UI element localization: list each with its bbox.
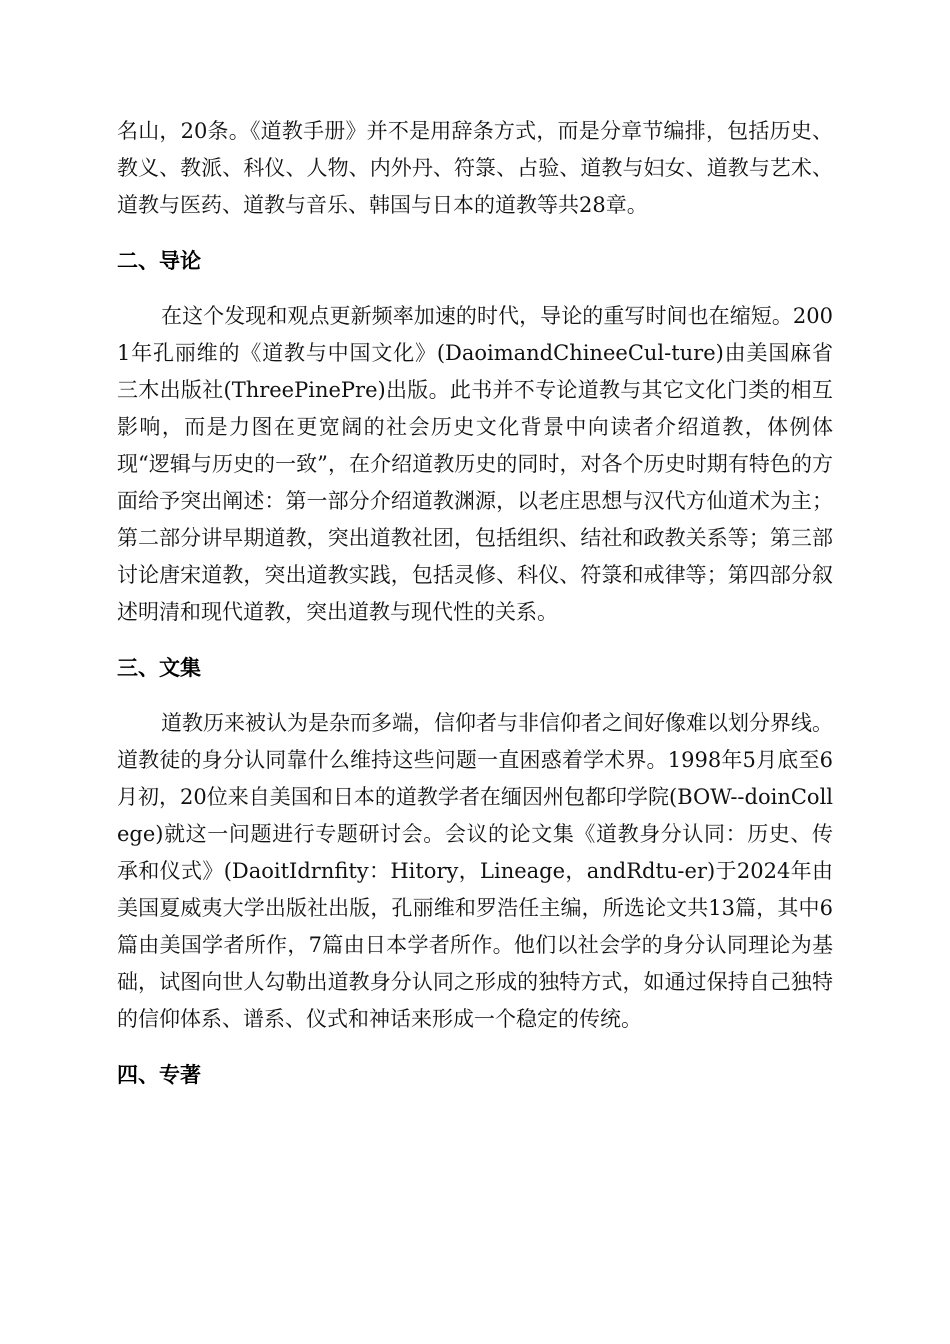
section-heading-collections: 三、文集 — [117, 656, 201, 680]
section-paragraph-collections: 道教历来被认为是杂而多端，信仰者与非信仰者之间好像难以划分界线。道教徒的身分认同靠什么维持这些问题一直困惑着学术界。1998年5月底至6月初，20位来自美国和日本的道教学者在缅因州包都印学院(BOW--doinCollege)就这一问题进行专题研讨会。会议的论文集《道教身分认同：历史、传承和仪式》(DaoitIdrnfity：Hitory，Lineage，andRdtu-er)于2024年由美国夏威夷大学出版社出版，孔丽维和罗浩任主编，所选论文共13篇，其中6篇由美国学者所作，7篇由日本学者所作。他们以社会学的身分认同理论为基础，试图向世人勾勒出道教身分认同之形成的独特方式，如通过保持自己独特的信仰体系、谱系、仪式和神话来形成一个稳定的传统。 — [117, 711, 833, 1031]
intro-paragraph: 名山，20条。《道教手册》并不是用辞条方式，而是分章节编排，包括历史、教义、教派、科仪、人物、内外丹、符箓、占验、道教与妇女、道教与艺术、道教与医药、道教与音乐、韩国与日本的道教等共28章。 — [117, 119, 833, 217]
section-heading-introduction: 二、导论 — [117, 249, 201, 273]
section-heading-monographs: 四、专著 — [117, 1063, 201, 1087]
document-body — [117, 113, 833, 1094]
section-paragraph-introduction: 在这个发现和观点更新频率加速的时代，导论的重写时间也在缩短。2001年孔丽维的《道教与中国文化》(DaoimandChineeCul-ture)由美国麻省三木出版社(ThreePinePre)出版。此书并不专论道教与其它文化门类的相互影响，而是力图在更宽阔的社会历史文化背景中向读者介绍道教，体例体现“逻辑与历史的一致”，在介绍道教历史的同时，对各个历史时期有特色的方面给予突出阐述：第一部分介绍道教渊源，以老庄思想与汉代方仙道术为主；第二部分讲早期道教，突出道教社团，包括组织、结社和政教关系等；第三部讨论唐宋道教，突出道教实践，包括灵修、科仪、符箓和戒律等；第四部分叙述明清和现代道教，突出道教与现代性的关系。 — [117, 304, 833, 624]
